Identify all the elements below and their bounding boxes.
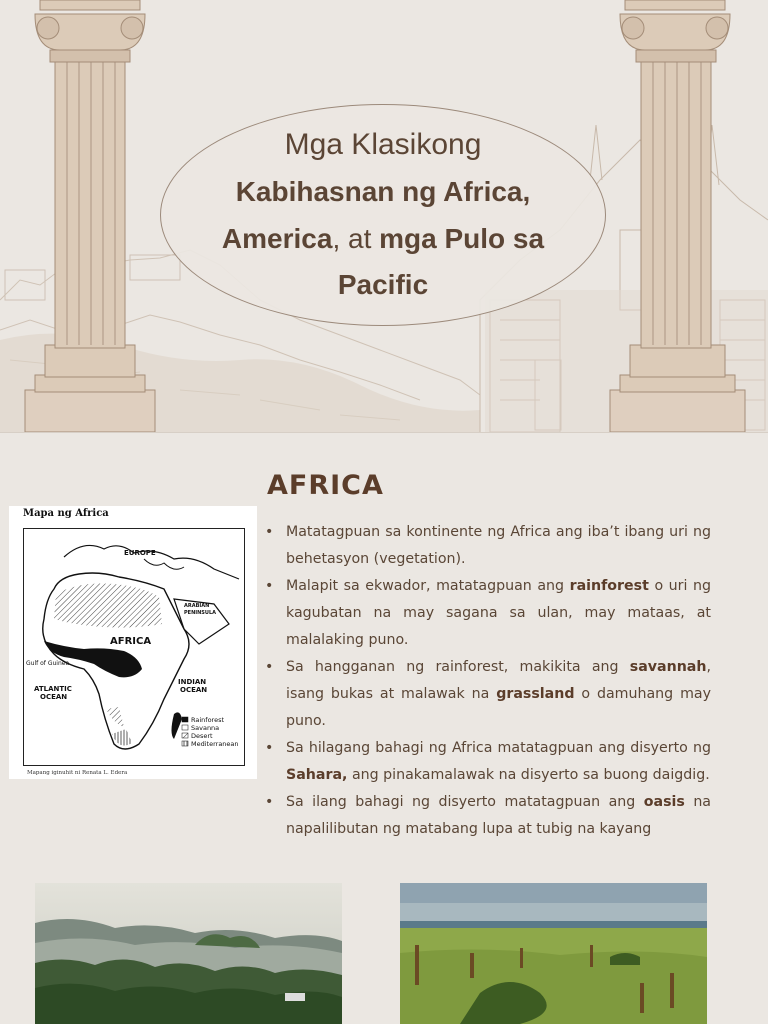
title-pulo: mga Pulo sa — [379, 223, 545, 254]
section-heading: AFRICA — [267, 470, 384, 501]
title-line-3 — [222, 215, 544, 262]
map-label-atlantic-ocean: OCEAN — [40, 693, 68, 701]
bullet-text: Malapit sa ekwador, matatagpuan ang — [286, 578, 570, 594]
title-line-1: Mga Klasikong — [284, 128, 482, 161]
title-oval — [160, 104, 606, 326]
map-label-indian-ocean: OCEAN — [180, 686, 208, 694]
bullet-item — [265, 654, 711, 735]
title-line-2: Kabihasnan ng Africa, — [235, 176, 531, 207]
right-column — [610, 0, 745, 432]
africa-map — [9, 506, 257, 779]
bullet-text: Sa hilagang bahagi ng Africa matatagpuan ang disyerto ng — [286, 740, 711, 756]
savanna-photo — [400, 883, 707, 1024]
legend-savanna: Savanna — [191, 724, 220, 732]
bullet-keyword: savannah — [629, 659, 707, 675]
map-label-indian: INDIAN — [178, 678, 207, 686]
map-credit: Mapang iginuhit ni Renata L. Edera — [27, 770, 128, 776]
divider — [0, 432, 768, 433]
bullet-item — [265, 789, 711, 843]
bullet-text: o uri ng kagubatan na may sagana sa ulan, may mataas, at malalaking puno. — [286, 578, 711, 648]
map-label-gulf: Gulf of Guinea — [26, 660, 70, 667]
map-label-africa: AFRICA — [110, 636, 152, 647]
rainforest-image — [35, 883, 342, 1024]
bullet-list — [265, 519, 711, 843]
map-label-atlantic: ATLANTIC — [34, 685, 72, 693]
title-america: America — [221, 223, 333, 254]
map-label-europe: EUROPE — [124, 549, 156, 557]
bullet-text: Sa hangganan ng rainforest, makikita ang — [286, 659, 630, 675]
map-title: Mapa ng Africa — [23, 508, 109, 519]
bullet-keyword: rainforest — [569, 578, 649, 594]
bullet-keyword: oasis — [643, 794, 685, 810]
savanna-image — [400, 883, 707, 1024]
legend-mediterranean: Mediterranean — [191, 740, 239, 748]
title-line-4: Pacific — [337, 269, 429, 300]
legend-desert: Desert — [191, 732, 213, 740]
bullet-item — [265, 519, 711, 573]
rainforest-photo — [35, 883, 342, 1024]
title-banner — [0, 0, 768, 432]
bullet-keyword: Sahara, — [286, 767, 348, 783]
legend-rainforest: Rainforest — [191, 716, 225, 724]
map-label-peninsula: PENINSULA — [184, 610, 217, 616]
map-frame — [23, 528, 245, 766]
bullet-text: na napalilibutan ng matabang lupa at tubig na kayang — [286, 794, 712, 837]
bullet-text: Matatagpuan sa kontinente ng Africa ang iba’t ibang uri ng behetasyon (vegetation). — [286, 524, 711, 567]
bullet-item — [265, 735, 711, 789]
map-label-arabian: ARABIAN — [184, 603, 210, 609]
bullet-item — [265, 573, 711, 654]
title-at: , at — [332, 223, 380, 254]
bullet-text: o damuhang may puno. — [286, 686, 711, 729]
left-column — [25, 0, 155, 432]
bullet-text: , isang bukas at malawak na — [286, 659, 711, 702]
bullet-text: ang pinakamalawak na disyerto sa buong daigdig. — [347, 767, 710, 783]
map-illustration — [24, 529, 244, 765]
bullet-keyword: grassland — [496, 686, 575, 702]
bullet-text: Sa ilang bahagi ng disyerto matatagpuan ang — [286, 794, 644, 810]
